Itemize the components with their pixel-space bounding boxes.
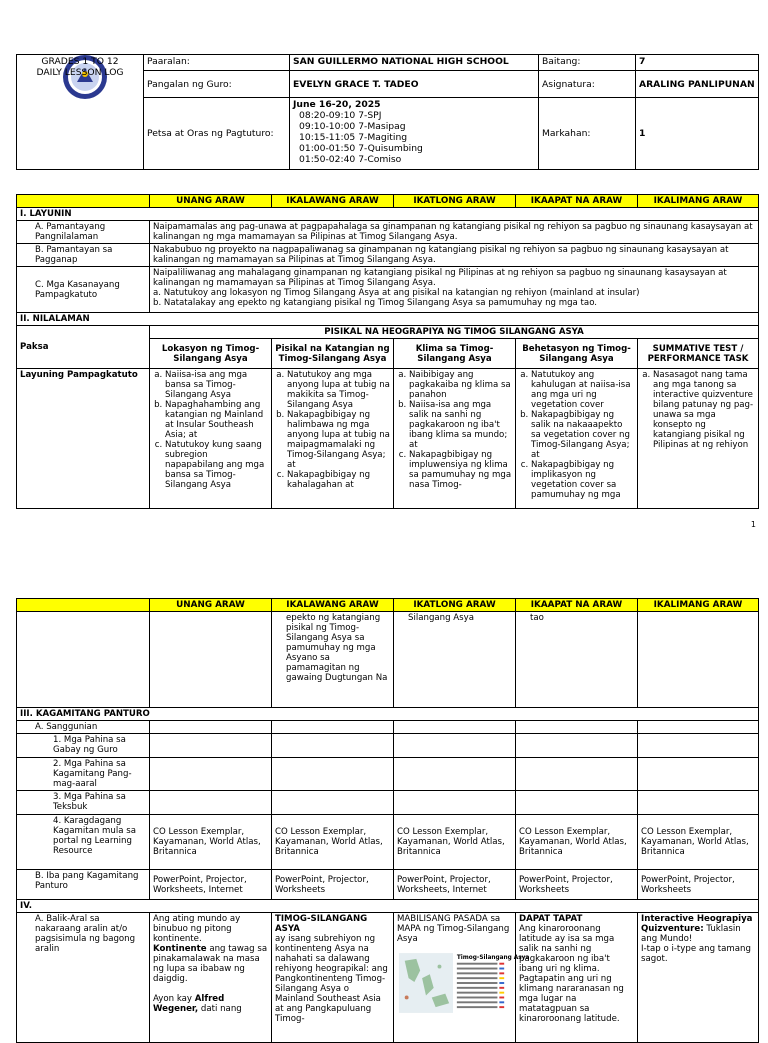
schedule-row: 01:50-02:40 7-Comiso xyxy=(299,154,402,165)
section-kagamitang: III. KAGAMITANG PANTURO xyxy=(17,708,759,721)
continued-day4: tao xyxy=(516,612,638,708)
day1-kontinente-def: ang tawag sa pinakamalawak na masa ng lupa sa ibabaw ng daigdig. xyxy=(153,944,268,984)
pagganap-text: Nakabubuo ng proyekto na nagpapaliwanag sa ginampanan ng katangiang pisikal ng rehiyon sa pagbuo ng sinaunang kasaysayan at kalinangan ng mamamayan sa Pilipinas at Timog Silangang Asya. xyxy=(150,244,759,267)
paksa-day5: SUMMATIVE TEST / PERFORMANCE TASK xyxy=(638,339,759,369)
day1-wegener-prefix: Ayon kay xyxy=(153,994,195,1004)
paksa-day4: Behetasyon ng Timog-Silangang Asya xyxy=(516,339,638,369)
paksa-label: Paksa xyxy=(17,326,150,369)
day-header: IKALAWANG ARAW xyxy=(272,195,394,208)
objective-item: a. Naiisa-isa ang mga bansa sa Timog-Silangang Asya xyxy=(165,370,268,400)
day-header: UNANG ARAW xyxy=(150,195,272,208)
objectives-day1 xyxy=(150,369,272,509)
ref4-day2: CO Lesson Exemplar, Kayamanan, World Atlas, Britannica xyxy=(272,815,394,870)
day-header: IKATLONG ARAW xyxy=(394,195,516,208)
layuning-label: Layuning Pampagkatuto xyxy=(17,369,150,509)
day1-kontinente-word: Kontinente xyxy=(153,944,207,954)
day1-wegener-name: Alfred Wegener, xyxy=(153,994,225,1014)
section-iv: IV. xyxy=(17,900,759,913)
schedule-row: 01:00-01:50 7-Quisumbing xyxy=(299,143,423,154)
schedule-row: 09:10-10:00 7-Masipag xyxy=(299,121,406,132)
balik-aral-day1 xyxy=(150,913,272,1043)
objectives-day2 xyxy=(272,369,394,509)
continued-day1 xyxy=(150,612,272,708)
day2-title: TIMOG-SILANGANG ASYA xyxy=(275,914,368,934)
objectives-day4 xyxy=(516,369,638,509)
objective-item: a. Naibibigay ang pagkakaiba ng klima sa panahon xyxy=(409,370,512,400)
sanggunian-label: A. Sanggunian xyxy=(17,721,150,734)
ref2-label: 2. Mga Pahina sa Kagamitang Pang-mag-aaral xyxy=(17,758,150,791)
kasanayang-cell xyxy=(150,267,759,313)
ibapang-day1: PowerPoint, Projector, Worksheets, Internet xyxy=(150,870,272,900)
objective-item: b. Naiisa-isa ang mga salik na sanhi ng pagkakaroon ng iba't ibang klima sa mundo; at xyxy=(409,400,512,450)
objective-item: c. Natutukoy kung saang subregion napapabilang ang mga bansa sa Timog-Silangang Asya xyxy=(165,440,268,490)
objective-item: b. Nakapagbibigay ng halimbawa ng mga anyong lupa at tubig na maipagmamalaki ng Timog-Silangang Asya; at xyxy=(287,410,390,470)
objective-item: c. Nakapagbibigay ng impluwensiya ng klima sa pamumuhay ng mga nasa Timog- xyxy=(409,450,512,490)
kasanayang-a: a. Natutukoy ang lokasyon ng Timog Silangang Asya at ang pisikal na katangian ng rehiyon (mainland at insular) xyxy=(153,288,640,298)
ref4-day1: CO Lesson Exemplar, Kayamanan, World Atlas, Britannica xyxy=(150,815,272,870)
asignatura-label: Asignatura: xyxy=(539,71,636,98)
ref3-label: 3. Mga Pahina sa Teksbuk xyxy=(17,791,150,815)
day5-text2: I-tap o i-type ang tamang sagot. xyxy=(641,944,751,964)
objective-item: a. Nasasagot nang tama ang mga tanong sa interactive quizventure bilang patunay ng pag-unawa sa mga konsepto ng katangiang pisikal ng Pilipinas at ng rehiyon xyxy=(653,370,755,450)
day-header: IKATLONG ARAW xyxy=(394,599,516,612)
petsa-value xyxy=(290,98,539,170)
day-header: IKALIMANG ARAW xyxy=(638,599,759,612)
schedule-row: 08:20-09:10 7-SPJ xyxy=(299,110,382,121)
objective-item: c. Nakapagbibigay ng implikasyon ng vegetation cover sa pamumuhay ng mga xyxy=(531,460,634,500)
day1-wegener-para xyxy=(153,994,268,1014)
section-nilalaman: II. NILALAMAN xyxy=(17,313,759,326)
schedule-row: 10:15-11:05 7-Magiting xyxy=(299,132,408,143)
day-header: UNANG ARAW xyxy=(150,599,272,612)
objective-item: b. Napaghahambing ang katangian ng Mainland at Insular Southeash Asia; at xyxy=(165,400,268,440)
paksa-day1: Lokasyon ng Timog-Silangang Asya xyxy=(150,339,272,369)
balik-aral-day2 xyxy=(272,913,394,1043)
ibapang-label: B. Iba pang Kagamitang Panturo xyxy=(17,870,150,900)
day4-text: Ang kinaroroonang latitude ay isa sa mga salik na sanhi ng pagkakaroon ng iba't ibang uri ng klima. Pagtapatin ang uri ng klimang nararanasan ng mga lugar na matatagpuan sa kinaroroonang latitude. xyxy=(519,924,624,1024)
continued-day5 xyxy=(638,612,759,708)
dll-title-line2: DAILY LESSON LOG xyxy=(36,67,124,78)
kasanayang-b: b. Natatalakay ang epekto ng katangiang pisikal ng Timog Silangang Asya sa pamumuhay ng mga tao. xyxy=(153,298,598,308)
balik-aral-day4 xyxy=(516,913,638,1043)
guro-label: Pangalan ng Guro: xyxy=(144,71,290,98)
paaralan-label: Paaralan: xyxy=(144,55,290,71)
day4-title: DAPAT TAPAT xyxy=(519,914,583,924)
paaralan-value: SAN GUILLERMO NATIONAL HIGH SCHOOL xyxy=(290,55,539,71)
objective-item: c. Nakapagbibigay ng kahalagahan at xyxy=(287,470,390,490)
balik-aral-day3 xyxy=(394,913,530,1043)
ref4-day3: CO Lesson Exemplar, Kayamanan, World Atlas, Britannica xyxy=(394,815,516,870)
day1-wegener-suffix: dati nang xyxy=(198,1004,242,1014)
day-header: IKALIMANG ARAW xyxy=(638,195,759,208)
objective-item: b. Nakapagbibigay ng salik na nakaaapekto sa vegetation cover ng Timog-Silangang Asya; at xyxy=(531,410,634,460)
day3-title: MABILISANG PASADA sa MAPA ng Timog-Silangang Asya xyxy=(397,914,510,944)
ibapang-day2: PowerPoint, Projector, Worksheets xyxy=(272,870,394,900)
day-header-blank xyxy=(17,599,150,612)
pamantayang-text: Naipamamalas ang pag-unawa at pagpapahalaga sa ginampanan ng katangiang pisikal ng rehiyon sa pagbuo ng sinaunang kasaysayan at kalinangan ng mga mamamayan sa Pilipinas at Timog Silangang Asya. xyxy=(150,221,759,244)
ibapang-day4: PowerPoint, Projector, Worksheets xyxy=(516,870,638,900)
southeast-asia-map-image xyxy=(397,948,530,1018)
day-header-blank xyxy=(17,195,150,208)
day1-kontinente-para xyxy=(153,944,268,984)
pamantayang-label: A. Pamantayang Pangnilalaman xyxy=(17,221,150,244)
petsa-label: Petsa at Oras ng Pagtuturo: xyxy=(144,98,290,170)
day5-title: Interactive Heograpiya Quizventure: xyxy=(641,914,753,934)
objectives-day3 xyxy=(394,369,516,509)
lesson-table-page1 xyxy=(16,194,759,509)
paksa-day2: Pisikal na Katangian ng Timog-Silangang Asya xyxy=(272,339,394,369)
topic-title: PISIKAL NA HEOGRAPIYA NG TIMOG SILANGANG ASYA xyxy=(150,326,759,339)
day5-text xyxy=(641,914,755,944)
page-number: 1 xyxy=(750,520,756,529)
continued-day3: Silangang Asya xyxy=(394,612,516,708)
objective-item: a. Natutukoy ang mga anyong lupa at tubig na makikita sa Timog-Silangang Asya xyxy=(287,370,390,410)
header-table xyxy=(16,54,759,170)
asignatura-value: ARALING PANLIPUNAN xyxy=(636,71,759,98)
ref4-label: 4. Karagdagang Kagamitan mula sa portal ng Learning Resource xyxy=(17,815,150,870)
day-header: IKAAPAT NA ARAW xyxy=(516,195,638,208)
pagganap-label: B. Pamantayan sa Pagganap xyxy=(17,244,150,267)
balik-aral-label: A. Balik-Aral sa nakaraang aralin at/o pagsisimula ng bagong aralin xyxy=(17,913,150,1043)
day-header: IKAAPAT NA ARAW xyxy=(516,599,638,612)
map-title: Timog-Silangang Asya xyxy=(456,954,530,961)
section-layunin: I. LAYUNIN xyxy=(17,208,759,221)
day-header: IKALAWANG ARAW xyxy=(272,599,394,612)
continued-day2: epekto ng katangiang pisikal ng Timog-Silangang Asya sa pamumuhay ng mga Asyano sa pamamagitan ng gawaing Dugtungan Na xyxy=(272,612,394,708)
baitang-label: Baitang: xyxy=(539,55,636,71)
dll-title-cell xyxy=(17,55,144,170)
baitang-value: 7 xyxy=(636,55,759,71)
lesson-table-page2 xyxy=(16,598,759,1043)
objectives-day5 xyxy=(638,369,759,509)
kasanayang-text: Naipaliliwanag ang mahalagang ginampanan ng katangiang pisikal ng Pilipinas at ng rehiyon sa pagbuo ng sinaunang kasaysayan at kalinangan ng mamamayan sa Pilipinas at Timog Silangang Asya. xyxy=(153,268,727,288)
day5-text1: Tuklasin ang Mundo! xyxy=(641,924,741,944)
continued-blank xyxy=(17,612,150,708)
ref4-day5: CO Lesson Exemplar, Kayamanan, World Atlas, Britannica xyxy=(638,815,759,870)
guro-value: EVELYN GRACE T. TADEO xyxy=(290,71,539,98)
dll-title-line1: GRADES 1 TO 12 xyxy=(41,56,119,67)
ibapang-day3: PowerPoint, Projector, Worksheets, Internet xyxy=(394,870,516,900)
markahan-value: 1 xyxy=(636,98,759,170)
ibapang-day5: PowerPoint, Projector, Worksheets xyxy=(638,870,759,900)
ref4-day4: CO Lesson Exemplar, Kayamanan, World Atlas, Britannica xyxy=(516,815,638,870)
petsa-date: June 16-20, 2025 xyxy=(293,99,381,110)
paksa-day3: Klima sa Timog-Silangang Asya xyxy=(394,339,516,369)
day1-intro: Ang ating mundo ay binubuo ng pitong kontinente. xyxy=(153,914,241,944)
balik-aral-day5 xyxy=(638,913,759,1043)
objective-item: a. Natutukoy ang kahulugan at naiisa-isa ang mga uri ng vegetation cover xyxy=(531,370,634,410)
day2-text: ay isang subrehiyon ng kontinenteng Asya na nahahati sa dalawang rehiyong heograpikal: ang Pangkontinenteng Timog-Silangang Asya o Mainland Southeast Asia at ang Pangkapuluang Timog- xyxy=(275,934,388,1024)
kasanayang-label: C. Mga Kasanayang Pampagkatuto xyxy=(17,267,150,313)
markahan-label: Markahan: xyxy=(539,98,636,170)
ref1-label: 1. Mga Pahina sa Gabay ng Guro xyxy=(17,734,150,758)
